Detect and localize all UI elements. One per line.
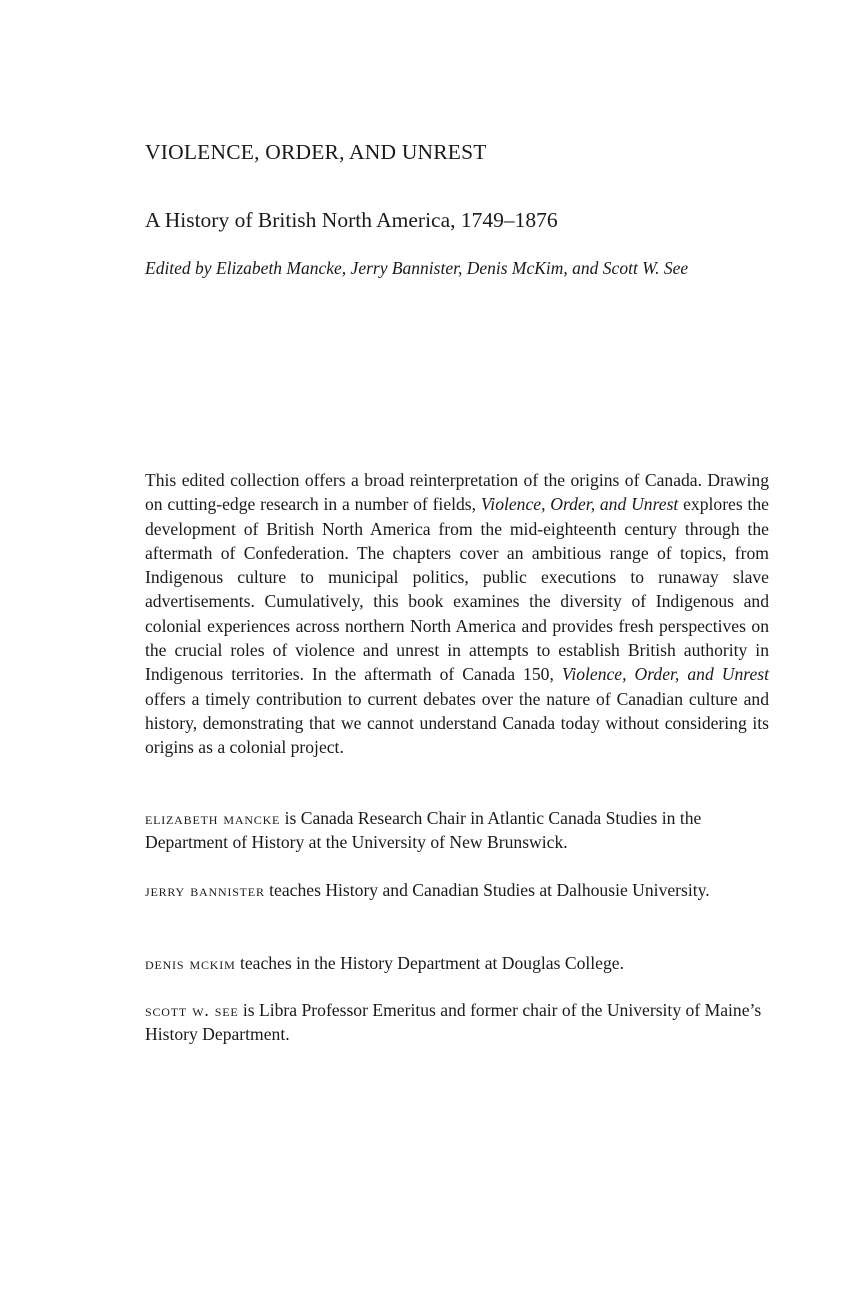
book-subtitle: A History of British North America, 1749–1876 [145,208,558,232]
description-text: This edited collection offers a broad reinterpretation of the origins of Canada. Drawing on cutting-edge research in a number of fields, [145,470,769,515]
editor-name: scott w. see [145,1000,239,1020]
editor-bio-text: is Libra Professor Emeritus and former chair of the University of Maine’s History Department. [145,1000,762,1045]
description-book-title: Violence, Order, and Unrest [480,494,679,515]
editors-line: Edited by Elizabeth Mancke, Jerry Bannister, Denis McKim, and Scott W. See [145,258,689,278]
description-text: offers a timely contribution to current debates over the nature of Canadian culture and history, demonstrating that we cannot understand Canada today without considering its origins as a colonial project. [145,688,769,758]
description-book-title: Violence, Order, and Unrest [561,664,769,685]
editor-bio-text: teaches History and Canadian Studies at Dalhousie University. [264,880,710,900]
editor-bio [145,998,769,1047]
description-text: explores the development of British North America from the mid-eighteenth century through the aftermath of Confederation. The chapters cover an ambitious range of topics, from Indigenous culture to municipal politics, public executions to runaway slave advertisements. Cumulatively, this book examines the diversity of Indigenous and colonial experiences across northern North America and provides fresh perspectives on the crucial roles of violence and unrest in attempts to establish British authority in Indigenous territories. In the aftermath of Canada 150, [145,494,769,685]
editor-bio-text: is Canada Research Chair in Atlantic Canada Studies in the Department of History at the University of New Brunswick. [145,808,702,853]
editor-name: jerry bannister [145,880,265,900]
editor-bio-text: teaches in the History Department at Douglas College. [235,953,624,973]
editor-bio [145,878,769,902]
editor-name: denis mckim [145,953,236,973]
editor-bio [145,951,769,975]
editor-name: elizabeth mancke [145,808,281,828]
book-title: VIOLENCE, ORDER, AND UNREST [145,140,487,164]
book-description [145,468,769,760]
editor-bio [145,806,769,855]
